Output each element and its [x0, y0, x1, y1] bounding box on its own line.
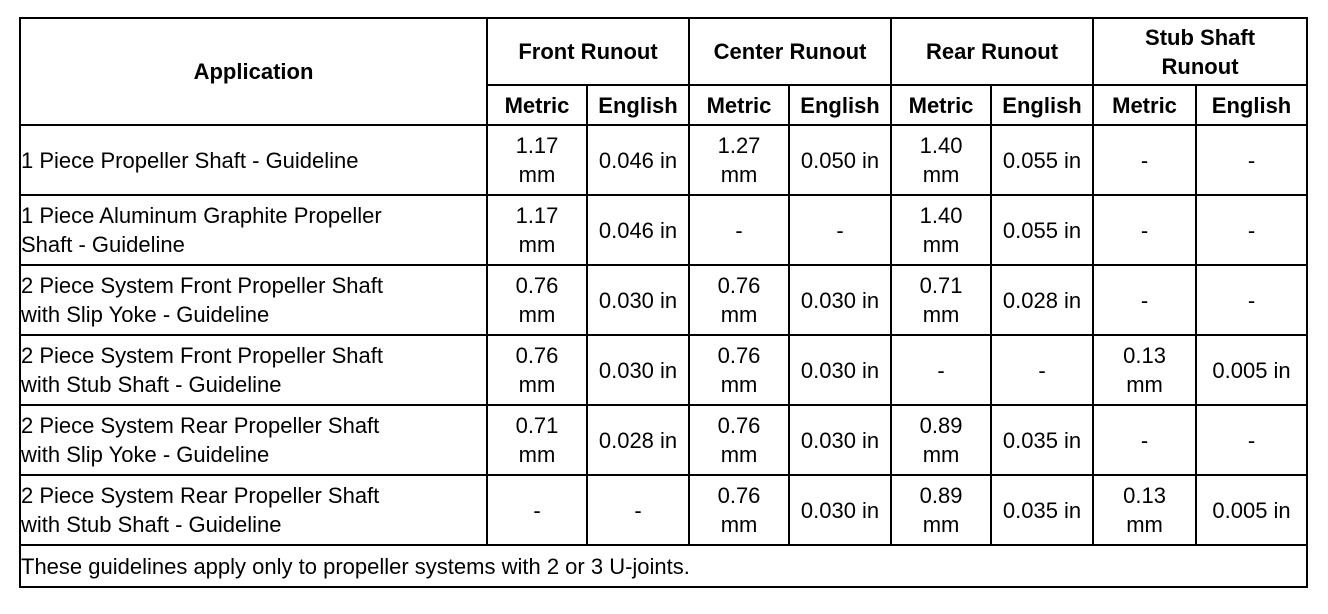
value-line: 0.030 in: [800, 357, 880, 383]
application-header: Application: [20, 18, 487, 125]
metric-header: Metric: [487, 85, 587, 125]
header-group-row: [20, 18, 1307, 85]
footnote: These guidelines apply only to propeller systems with 2 or 3 U-joints.: [20, 545, 1307, 587]
application-cell: [20, 475, 487, 545]
metric-value-cell: [487, 335, 587, 405]
metric-value-cell: [1093, 405, 1196, 475]
english-value-cell: [789, 265, 891, 335]
table-row: [20, 195, 1307, 265]
application-line: 1 Piece Propeller Shaft - Guideline: [21, 147, 359, 173]
value-line: -: [1247, 427, 1256, 453]
value-line: 0.030 in: [800, 497, 880, 523]
value-line: 1.40: [919, 203, 963, 228]
metric-value-cell: [689, 405, 789, 475]
english-header: English: [991, 85, 1093, 125]
value-line: -: [1247, 147, 1256, 173]
value-line: -: [533, 497, 541, 523]
runout-spec-table: [19, 17, 1308, 588]
value-line: 0.76: [717, 483, 761, 508]
application-cell: [20, 265, 487, 335]
value-line: mm: [922, 442, 960, 467]
application-line: Shaft - Guideline: [21, 232, 185, 257]
english-value-cell: [587, 335, 689, 405]
application-line: with Stub Shaft - Guideline: [21, 512, 282, 537]
english-value-cell: [991, 335, 1093, 405]
table-row: [20, 475, 1307, 545]
value-line: 0.028 in: [1002, 287, 1082, 313]
english-value-cell: [1196, 265, 1307, 335]
application-cell: [20, 405, 487, 475]
value-line: 0.055 in: [1002, 147, 1082, 173]
header-line: Rear Runout: [926, 39, 1059, 64]
value-line: 0.89: [919, 483, 963, 508]
table-footer: [20, 545, 1307, 587]
value-line: 0.13: [1123, 343, 1166, 368]
center-runout-header: [689, 18, 891, 85]
value-line: mm: [518, 442, 556, 467]
metric-header: Metric: [689, 85, 789, 125]
header-line: Center Runout: [713, 39, 867, 64]
metric-value-cell: [1093, 125, 1196, 195]
english-value-cell: [1196, 125, 1307, 195]
front-runout-header: [487, 18, 689, 85]
value-line: 0.71: [515, 413, 559, 438]
value-line: 0.055 in: [1002, 217, 1082, 243]
metric-value-cell: [487, 475, 587, 545]
value-line: mm: [922, 162, 960, 187]
english-value-cell: [1196, 335, 1307, 405]
value-line: 1.40: [919, 133, 963, 158]
english-value-cell: [1196, 405, 1307, 475]
application-cell: [20, 125, 487, 195]
value-line: -: [1140, 427, 1149, 453]
value-line: -: [1140, 217, 1149, 243]
footnote-row: [20, 545, 1307, 587]
metric-value-cell: [487, 265, 587, 335]
metric-value-cell: [891, 125, 991, 195]
metric-value-cell: [1093, 195, 1196, 265]
value-line: 0.030 in: [800, 427, 880, 453]
value-line: -: [1247, 287, 1256, 313]
value-line: mm: [720, 512, 758, 537]
metric-value-cell: [891, 335, 991, 405]
value-line: 0.76: [717, 273, 761, 298]
value-line: 0.035 in: [1002, 497, 1082, 523]
metric-value-cell: [689, 265, 789, 335]
value-line: 0.046 in: [598, 217, 678, 243]
value-line: mm: [518, 372, 556, 397]
metric-value-cell: [689, 125, 789, 195]
value-line: mm: [720, 372, 758, 397]
value-line: 1.17: [515, 203, 559, 228]
application-cell: [20, 335, 487, 405]
english-value-cell: [991, 265, 1093, 335]
header-line: Runout: [1161, 53, 1239, 79]
value-line: -: [1247, 217, 1256, 243]
english-header: English: [587, 85, 689, 125]
english-header: English: [789, 85, 891, 125]
value-line: mm: [518, 162, 556, 187]
metric-value-cell: [1093, 265, 1196, 335]
metric-value-cell: [689, 195, 789, 265]
english-value-cell: [587, 265, 689, 335]
english-value-cell: [991, 405, 1093, 475]
english-header: English: [1196, 85, 1307, 125]
english-value-cell: [1196, 195, 1307, 265]
value-line: mm: [922, 302, 960, 327]
value-line: -: [1140, 287, 1149, 313]
value-line: mm: [720, 302, 758, 327]
metric-value-cell: [1093, 475, 1196, 545]
application-line: with Stub Shaft - Guideline: [21, 372, 282, 397]
value-line: -: [937, 357, 945, 383]
value-line: 0.76: [515, 273, 559, 298]
value-line: mm: [518, 302, 556, 327]
table-row: [20, 125, 1307, 195]
application-line: 2 Piece System Front Propeller Shaft: [21, 343, 383, 368]
english-value-cell: [587, 125, 689, 195]
english-value-cell: [789, 195, 891, 265]
application-line: 2 Piece System Rear Propeller Shaft: [21, 413, 380, 438]
value-line: 0.030 in: [800, 287, 880, 313]
value-line: 0.005 in: [1212, 497, 1291, 523]
value-line: 1.17: [515, 133, 559, 158]
value-line: mm: [922, 232, 960, 257]
english-value-cell: [789, 125, 891, 195]
value-line: 0.028 in: [598, 427, 678, 453]
value-line: 0.005 in: [1212, 357, 1291, 383]
metric-value-cell: [689, 475, 789, 545]
value-line: -: [1140, 147, 1149, 173]
english-value-cell: [789, 475, 891, 545]
value-line: 0.76: [717, 413, 761, 438]
table-header: [20, 18, 1307, 125]
metric-header: Metric: [1093, 85, 1196, 125]
metric-value-cell: [891, 475, 991, 545]
metric-value-cell: [891, 405, 991, 475]
value-line: -: [836, 217, 844, 243]
value-line: -: [1038, 357, 1046, 383]
table-row: [20, 265, 1307, 335]
metric-value-cell: [487, 405, 587, 475]
metric-value-cell: [891, 195, 991, 265]
value-line: 0.76: [515, 343, 559, 368]
application-line: 2 Piece System Rear Propeller Shaft: [21, 483, 380, 508]
metric-header: Metric: [891, 85, 991, 125]
value-line: mm: [720, 442, 758, 467]
value-line: 0.030 in: [598, 357, 678, 383]
english-value-cell: [587, 475, 689, 545]
rear-runout-header: [891, 18, 1093, 85]
value-line: mm: [720, 162, 758, 187]
application-line: with Slip Yoke - Guideline: [21, 302, 270, 327]
value-line: 0.89: [919, 413, 963, 438]
header-line: Stub Shaft: [1145, 24, 1256, 50]
application-cell: [20, 195, 487, 265]
metric-value-cell: [891, 265, 991, 335]
value-line: 0.13: [1123, 483, 1166, 508]
application-line: 1 Piece Aluminum Graphite Propeller: [21, 203, 382, 228]
application-line: with Slip Yoke - Guideline: [21, 442, 270, 467]
value-line: mm: [1126, 372, 1163, 397]
value-line: 1.27: [717, 133, 761, 158]
english-value-cell: [789, 405, 891, 475]
metric-value-cell: [689, 335, 789, 405]
metric-value-cell: [487, 195, 587, 265]
english-value-cell: [789, 335, 891, 405]
value-line: 0.050 in: [800, 147, 880, 173]
value-line: -: [735, 217, 743, 243]
value-line: mm: [922, 512, 960, 537]
value-line: 0.71: [919, 273, 963, 298]
value-line: 0.76: [717, 343, 761, 368]
metric-value-cell: [1093, 335, 1196, 405]
value-line: 0.046 in: [598, 147, 678, 173]
english-value-cell: [587, 195, 689, 265]
english-value-cell: [991, 195, 1093, 265]
english-value-cell: [1196, 475, 1307, 545]
table-row: [20, 405, 1307, 475]
value-line: mm: [518, 232, 556, 257]
value-line: -: [634, 497, 642, 523]
table-row: [20, 335, 1307, 405]
english-value-cell: [991, 125, 1093, 195]
table-body: [20, 125, 1307, 545]
value-line: 0.030 in: [598, 287, 678, 313]
metric-value-cell: [487, 125, 587, 195]
stub-shaft-runout-header: [1093, 18, 1307, 85]
value-line: 0.035 in: [1002, 427, 1082, 453]
application-line: 2 Piece System Front Propeller Shaft: [21, 273, 383, 298]
english-value-cell: [991, 475, 1093, 545]
header-line: Front Runout: [518, 39, 658, 64]
value-line: mm: [1126, 512, 1163, 537]
english-value-cell: [587, 405, 689, 475]
